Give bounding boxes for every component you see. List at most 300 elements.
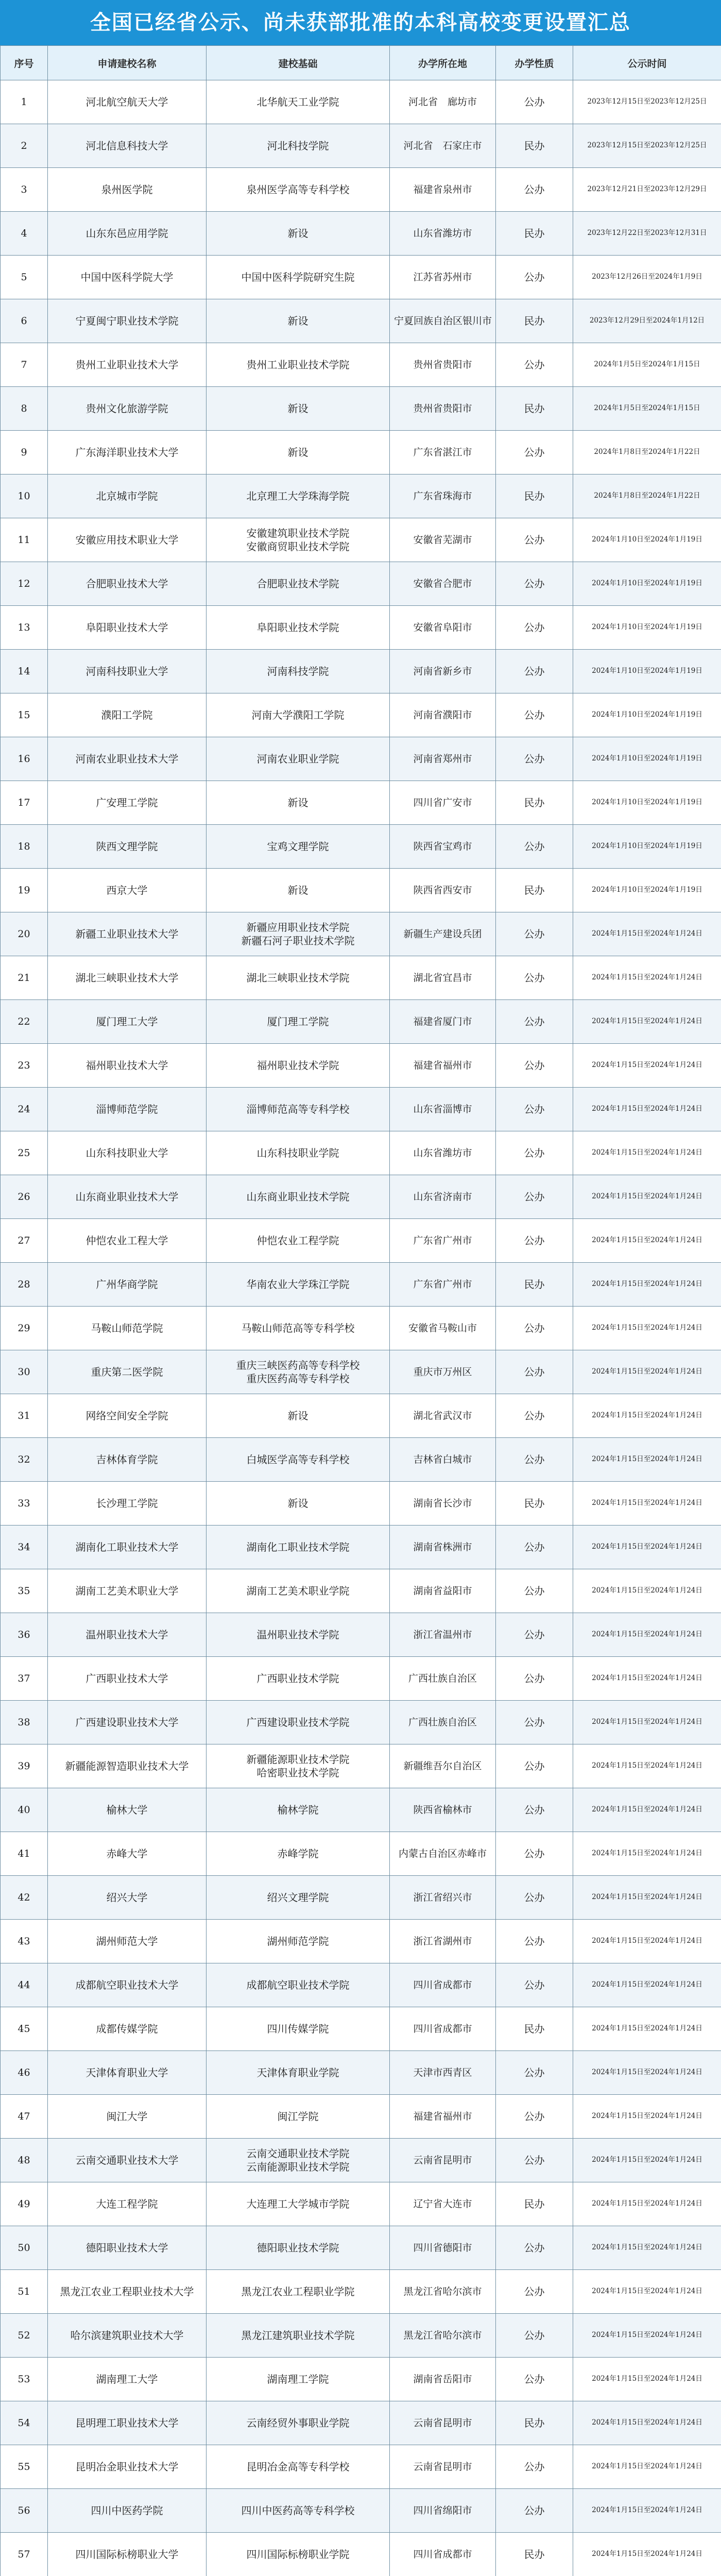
school-base: 新设 — [207, 431, 390, 474]
school-location: 天津市西青区 — [390, 2051, 496, 2095]
table-row — [1, 1963, 721, 2007]
row-number: 44 — [1, 1963, 48, 2007]
table-row — [1, 343, 721, 387]
school-base: 新疆能源职业技术学院 哈密职业技术学院 — [207, 1744, 390, 1788]
row-number: 16 — [1, 737, 48, 781]
table-row — [1, 1613, 721, 1657]
school-nature: 公办 — [496, 1175, 573, 1219]
table-row — [1, 1920, 721, 1963]
announcement-date: 2024年1月10日至2024年1月19日 — [573, 869, 721, 912]
school-name: 闽江大学 — [48, 2095, 207, 2139]
row-number: 30 — [1, 1350, 48, 1394]
schools-table — [0, 45, 721, 2576]
school-name: 新疆能源智造职业技术大学 — [48, 1744, 207, 1788]
school-base: 闽江学院 — [207, 2095, 390, 2139]
table-row — [1, 1569, 721, 1613]
school-nature: 民办 — [496, 124, 573, 168]
school-location: 内蒙古自治区赤峰市 — [390, 1832, 496, 1876]
school-base: 淄博师范高等专科学校 — [207, 1088, 390, 1131]
header-location: 办学所在地 — [390, 46, 496, 80]
school-base: 云南交通职业技术学院 云南能源职业技术学院 — [207, 2139, 390, 2182]
table-row — [1, 474, 721, 518]
announcement-date: 2024年1月10日至2024年1月19日 — [573, 737, 721, 781]
school-nature: 公办 — [496, 737, 573, 781]
school-name: 赤峰大学 — [48, 1832, 207, 1876]
table-row — [1, 1131, 721, 1175]
school-name: 河北航空航天大学 — [48, 80, 207, 124]
school-name: 长沙理工学院 — [48, 1482, 207, 1526]
table-header — [1, 46, 721, 80]
header-nature: 办学性质 — [496, 46, 573, 80]
school-location: 重庆市万州区 — [390, 1350, 496, 1394]
announcement-date: 2024年1月15日至2024年1月24日 — [573, 1832, 721, 1876]
school-base: 宝鸡文理学院 — [207, 825, 390, 869]
table-row — [1, 1394, 721, 1438]
school-name: 广西建设职业技术大学 — [48, 1701, 207, 1744]
row-number: 27 — [1, 1219, 48, 1263]
school-nature: 公办 — [496, 2314, 573, 2358]
table-row — [1, 2489, 721, 2533]
row-number: 55 — [1, 2445, 48, 2489]
announcement-date: 2024年1月15日至2024年1月24日 — [573, 2139, 721, 2182]
table-row — [1, 1307, 721, 1350]
school-nature: 公办 — [496, 1657, 573, 1701]
school-nature: 公办 — [496, 1000, 573, 1044]
table-row — [1, 387, 721, 431]
table-row — [1, 2182, 721, 2226]
table-row — [1, 2358, 721, 2401]
row-number: 38 — [1, 1701, 48, 1744]
school-location: 广东省广州市 — [390, 1219, 496, 1263]
school-nature: 公办 — [496, 2226, 573, 2270]
row-number: 22 — [1, 1000, 48, 1044]
announcement-date: 2024年1月10日至2024年1月19日 — [573, 606, 721, 650]
announcement-date: 2024年1月15日至2024年1月24日 — [573, 1131, 721, 1175]
announcement-date: 2024年1月15日至2024年1月24日 — [573, 1307, 721, 1350]
announcement-date: 2024年1月15日至2024年1月24日 — [573, 1963, 721, 2007]
row-number: 48 — [1, 2139, 48, 2182]
row-number: 57 — [1, 2533, 48, 2576]
table-row — [1, 2226, 721, 2270]
school-location: 贵州省贵阳市 — [390, 387, 496, 431]
school-nature: 公办 — [496, 2489, 573, 2533]
table-row — [1, 431, 721, 474]
school-name: 新疆工业职业技术大学 — [48, 912, 207, 956]
row-number: 31 — [1, 1394, 48, 1438]
school-base: 云南经贸外事职业学院 — [207, 2401, 390, 2445]
table-row — [1, 168, 721, 212]
school-location: 湖南省株洲市 — [390, 1526, 496, 1569]
table-row — [1, 2270, 721, 2314]
announcement-date: 2024年1月10日至2024年1月19日 — [573, 825, 721, 869]
school-location: 河南省新乡市 — [390, 650, 496, 693]
announcement-date: 2024年1月10日至2024年1月19日 — [573, 518, 721, 562]
school-nature: 民办 — [496, 387, 573, 431]
row-number: 2 — [1, 124, 48, 168]
row-number: 34 — [1, 1526, 48, 1569]
school-base: 新设 — [207, 869, 390, 912]
school-nature: 公办 — [496, 2051, 573, 2095]
school-name: 湖南理工大学 — [48, 2358, 207, 2401]
row-number: 26 — [1, 1175, 48, 1219]
school-nature: 公办 — [496, 2270, 573, 2314]
announcement-date: 2024年1月10日至2024年1月19日 — [573, 650, 721, 693]
school-nature: 民办 — [496, 869, 573, 912]
school-name: 河南科技职业大学 — [48, 650, 207, 693]
school-base: 湖州师范学院 — [207, 1920, 390, 1963]
school-location: 福建省福州市 — [390, 2095, 496, 2139]
row-number: 25 — [1, 1131, 48, 1175]
school-nature: 公办 — [496, 168, 573, 212]
school-name: 四川国际标榜职业大学 — [48, 2533, 207, 2576]
school-location: 山东省潍坊市 — [390, 212, 496, 256]
announcement-date: 2024年1月15日至2024年1月24日 — [573, 2182, 721, 2226]
table-row — [1, 693, 721, 737]
school-location: 辽宁省大连市 — [390, 2182, 496, 2226]
header-base: 建校基础 — [207, 46, 390, 80]
school-nature: 民办 — [496, 2401, 573, 2445]
school-location: 安徽省阜阳市 — [390, 606, 496, 650]
school-nature: 公办 — [496, 1788, 573, 1832]
school-location: 广西壮族自治区 — [390, 1657, 496, 1701]
announcement-date: 2024年1月15日至2024年1月24日 — [573, 1569, 721, 1613]
row-number: 54 — [1, 2401, 48, 2445]
school-base: 赤峰学院 — [207, 1832, 390, 1876]
announcement-date: 2024年1月15日至2024年1月24日 — [573, 1438, 721, 1482]
row-number: 18 — [1, 825, 48, 869]
school-location: 四川省成都市 — [390, 2007, 496, 2051]
school-base: 四川传媒学院 — [207, 2007, 390, 2051]
school-name: 网络空间安全学院 — [48, 1394, 207, 1438]
table-row — [1, 2051, 721, 2095]
row-number: 50 — [1, 2226, 48, 2270]
school-name: 濮阳工学院 — [48, 693, 207, 737]
row-number: 8 — [1, 387, 48, 431]
school-base: 广西职业技术学院 — [207, 1657, 390, 1701]
school-name: 北京城市学院 — [48, 474, 207, 518]
announcement-date: 2024年1月8日至2024年1月22日 — [573, 474, 721, 518]
table-row — [1, 1744, 721, 1788]
announcement-date: 2023年12月21日至2023年12月29日 — [573, 168, 721, 212]
table-row — [1, 1000, 721, 1044]
school-name: 湖南工艺美术职业大学 — [48, 1569, 207, 1613]
announcement-date: 2024年1月10日至2024年1月19日 — [573, 781, 721, 825]
school-location: 河南省郑州市 — [390, 737, 496, 781]
table-row — [1, 2314, 721, 2358]
school-base: 成都航空职业技术学院 — [207, 1963, 390, 2007]
announcement-date: 2024年1月15日至2024年1月24日 — [573, 1219, 721, 1263]
table-row — [1, 869, 721, 912]
school-location: 广东省湛江市 — [390, 431, 496, 474]
announcement-date: 2024年1月10日至2024年1月19日 — [573, 562, 721, 606]
row-number: 43 — [1, 1920, 48, 1963]
school-name: 厦门理工大学 — [48, 1000, 207, 1044]
school-nature: 公办 — [496, 1920, 573, 1963]
school-location: 安徽省马鞍山市 — [390, 1307, 496, 1350]
school-name: 德阳职业技术大学 — [48, 2226, 207, 2270]
announcement-date: 2024年1月15日至2024年1月24日 — [573, 1000, 721, 1044]
school-name: 山东商业职业技术大学 — [48, 1175, 207, 1219]
school-name: 山东科技职业大学 — [48, 1131, 207, 1175]
row-number: 29 — [1, 1307, 48, 1350]
school-base: 安徽建筑职业技术学院 安徽商贸职业技术学院 — [207, 518, 390, 562]
school-base: 大连理工大学城市学院 — [207, 2182, 390, 2226]
announcement-date: 2023年12月22日至2023年12月31日 — [573, 212, 721, 256]
school-name: 大连工程学院 — [48, 2182, 207, 2226]
announcement-date: 2024年1月15日至2024年1月24日 — [573, 912, 721, 956]
school-name: 成都传媒学院 — [48, 2007, 207, 2051]
table-row — [1, 1701, 721, 1744]
school-base: 新疆应用职业技术学院 新疆石河子职业技术学院 — [207, 912, 390, 956]
school-location: 宁夏回族自治区银川市 — [390, 299, 496, 343]
school-nature: 公办 — [496, 956, 573, 1000]
announcement-date: 2024年1月15日至2024年1月24日 — [573, 1526, 721, 1569]
school-location: 新疆生产建设兵团 — [390, 912, 496, 956]
table-row — [1, 1657, 721, 1701]
row-number: 56 — [1, 2489, 48, 2533]
school-base: 湖南理工学院 — [207, 2358, 390, 2401]
school-nature: 公办 — [496, 650, 573, 693]
row-number: 13 — [1, 606, 48, 650]
school-base: 阜阳职业技术学院 — [207, 606, 390, 650]
table-row — [1, 1788, 721, 1832]
school-name: 昆明理工职业技术大学 — [48, 2401, 207, 2445]
school-nature: 公办 — [496, 825, 573, 869]
school-name: 广东海洋职业技术大学 — [48, 431, 207, 474]
school-nature: 公办 — [496, 562, 573, 606]
school-location: 吉林省白城市 — [390, 1438, 496, 1482]
school-base: 山东商业职业技术学院 — [207, 1175, 390, 1219]
school-base: 新设 — [207, 1482, 390, 1526]
school-name: 西京大学 — [48, 869, 207, 912]
announcement-date: 2024年1月15日至2024年1月24日 — [573, 1263, 721, 1307]
row-number: 40 — [1, 1788, 48, 1832]
school-nature: 公办 — [496, 1438, 573, 1482]
school-base: 温州职业技术学院 — [207, 1613, 390, 1657]
school-name: 淄博师范学院 — [48, 1088, 207, 1131]
row-number: 52 — [1, 2314, 48, 2358]
school-base: 新设 — [207, 212, 390, 256]
row-number: 28 — [1, 1263, 48, 1307]
school-location: 安徽省芜湖市 — [390, 518, 496, 562]
page-title: 全国已经省公示、尚未获部批准的本科高校变更设置汇总 — [0, 0, 721, 45]
school-location: 新疆维吾尔自治区 — [390, 1744, 496, 1788]
school-location: 浙江省温州市 — [390, 1613, 496, 1657]
row-number: 32 — [1, 1438, 48, 1482]
school-nature: 公办 — [496, 80, 573, 124]
school-nature: 公办 — [496, 912, 573, 956]
school-location: 福建省厦门市 — [390, 1000, 496, 1044]
school-base: 湖北三峡职业技术学院 — [207, 956, 390, 1000]
school-location: 四川省广安市 — [390, 781, 496, 825]
school-nature: 公办 — [496, 693, 573, 737]
school-nature: 民办 — [496, 299, 573, 343]
table-row — [1, 912, 721, 956]
announcement-date: 2024年1月15日至2024年1月24日 — [573, 1044, 721, 1088]
announcement-date: 2024年1月15日至2024年1月24日 — [573, 2095, 721, 2139]
school-nature: 公办 — [496, 1832, 573, 1876]
school-location: 湖北省宜昌市 — [390, 956, 496, 1000]
school-base: 德阳职业技术学院 — [207, 2226, 390, 2270]
school-nature: 公办 — [496, 1307, 573, 1350]
school-location: 云南省昆明市 — [390, 2139, 496, 2182]
school-base: 河南大学濮阳工学院 — [207, 693, 390, 737]
table-row — [1, 256, 721, 299]
school-name: 黑龙江农业工程职业技术大学 — [48, 2270, 207, 2314]
school-name: 合肥职业技术大学 — [48, 562, 207, 606]
school-base: 新设 — [207, 299, 390, 343]
announcement-date: 2024年1月15日至2024年1月24日 — [573, 956, 721, 1000]
school-nature: 公办 — [496, 1044, 573, 1088]
school-location: 山东省济南市 — [390, 1175, 496, 1219]
announcement-date: 2024年1月15日至2024年1月24日 — [573, 1482, 721, 1526]
row-number: 51 — [1, 2270, 48, 2314]
school-name: 哈尔滨建筑职业技术大学 — [48, 2314, 207, 2358]
school-base: 山东科技职业学院 — [207, 1131, 390, 1175]
school-nature: 公办 — [496, 1963, 573, 2007]
row-number: 24 — [1, 1088, 48, 1131]
school-location: 湖北省武汉市 — [390, 1394, 496, 1438]
announcement-date: 2024年1月15日至2024年1月24日 — [573, 2445, 721, 2489]
school-name: 贵州工业职业技术大学 — [48, 343, 207, 387]
school-base: 白城医学高等专科学校 — [207, 1438, 390, 1482]
announcement-date: 2024年1月15日至2024年1月24日 — [573, 1657, 721, 1701]
school-location: 山东省淄博市 — [390, 1088, 496, 1131]
row-number: 39 — [1, 1744, 48, 1788]
announcement-date: 2024年1月15日至2024年1月24日 — [573, 1788, 721, 1832]
school-location: 陕西省西安市 — [390, 869, 496, 912]
table-row — [1, 518, 721, 562]
school-base: 河北科技学院 — [207, 124, 390, 168]
announcement-date: 2024年1月10日至2024年1月19日 — [573, 693, 721, 737]
table-row — [1, 956, 721, 1000]
table-row — [1, 2445, 721, 2489]
row-number: 9 — [1, 431, 48, 474]
school-nature: 民办 — [496, 2533, 573, 2576]
school-name: 榆林大学 — [48, 1788, 207, 1832]
school-base: 黑龙江农业工程职业学院 — [207, 2270, 390, 2314]
announcement-date: 2023年12月15日至2023年12月25日 — [573, 124, 721, 168]
school-base: 中国中医科学院研究生院 — [207, 256, 390, 299]
school-base: 仲恺农业工程学院 — [207, 1219, 390, 1263]
announcement-date: 2024年1月15日至2024年1月24日 — [573, 2226, 721, 2270]
row-number: 10 — [1, 474, 48, 518]
school-name: 湖北三峡职业技术大学 — [48, 956, 207, 1000]
school-base: 北华航天工业学院 — [207, 80, 390, 124]
school-name: 湖南化工职业技术大学 — [48, 1526, 207, 1569]
school-base: 广西建设职业技术学院 — [207, 1701, 390, 1744]
school-base: 绍兴文理学院 — [207, 1876, 390, 1920]
row-number: 12 — [1, 562, 48, 606]
school-nature: 公办 — [496, 343, 573, 387]
school-base: 华南农业大学珠江学院 — [207, 1263, 390, 1307]
school-base: 榆林学院 — [207, 1788, 390, 1832]
row-number: 11 — [1, 518, 48, 562]
school-nature: 公办 — [496, 1131, 573, 1175]
school-nature: 公办 — [496, 256, 573, 299]
table-row — [1, 1526, 721, 1569]
table-row — [1, 650, 721, 693]
school-nature: 民办 — [496, 2182, 573, 2226]
school-location: 湖南省岳阳市 — [390, 2358, 496, 2401]
school-base: 贵州工业职业技术学院 — [207, 343, 390, 387]
table-row — [1, 1876, 721, 1920]
school-nature: 公办 — [496, 1876, 573, 1920]
row-number: 20 — [1, 912, 48, 956]
school-name: 湖州师范大学 — [48, 1920, 207, 1963]
school-nature: 公办 — [496, 2095, 573, 2139]
table-row — [1, 2401, 721, 2445]
announcement-date: 2024年1月15日至2024年1月24日 — [573, 1350, 721, 1394]
school-location: 云南省昆明市 — [390, 2401, 496, 2445]
announcement-date: 2024年1月15日至2024年1月24日 — [573, 2401, 721, 2445]
school-name: 山东东邑应用学院 — [48, 212, 207, 256]
school-location: 河南省濮阳市 — [390, 693, 496, 737]
announcement-date: 2024年1月15日至2024年1月24日 — [573, 2533, 721, 2576]
table-row — [1, 737, 721, 781]
school-location: 浙江省湖州市 — [390, 1920, 496, 1963]
row-number: 41 — [1, 1832, 48, 1876]
school-name: 马鞍山师范学院 — [48, 1307, 207, 1350]
announcement-date: 2024年1月15日至2024年1月24日 — [573, 2489, 721, 2533]
school-nature: 民办 — [496, 474, 573, 518]
school-location: 四川省德阳市 — [390, 2226, 496, 2270]
row-number: 36 — [1, 1613, 48, 1657]
school-nature: 公办 — [496, 2358, 573, 2401]
row-number: 15 — [1, 693, 48, 737]
table-row — [1, 825, 721, 869]
table-row — [1, 2533, 721, 2576]
table-row — [1, 80, 721, 124]
announcement-date: 2024年1月15日至2024年1月24日 — [573, 2358, 721, 2401]
announcement-date: 2024年1月5日至2024年1月15日 — [573, 343, 721, 387]
row-number: 6 — [1, 299, 48, 343]
row-number: 37 — [1, 1657, 48, 1701]
school-base: 新设 — [207, 781, 390, 825]
school-nature: 公办 — [496, 1350, 573, 1394]
announcement-date: 2023年12月15日至2023年12月25日 — [573, 80, 721, 124]
school-location: 河北省 石家庄市 — [390, 124, 496, 168]
school-name: 福州职业技术大学 — [48, 1044, 207, 1088]
row-number: 4 — [1, 212, 48, 256]
school-nature: 民办 — [496, 2007, 573, 2051]
row-number: 19 — [1, 869, 48, 912]
school-name: 阜阳职业技术大学 — [48, 606, 207, 650]
school-location: 贵州省贵阳市 — [390, 343, 496, 387]
announcement-date: 2023年12月29日至2024年1月12日 — [573, 299, 721, 343]
announcement-date: 2023年12月26日至2024年1月9日 — [573, 256, 721, 299]
school-location: 陕西省宝鸡市 — [390, 825, 496, 869]
row-number: 49 — [1, 2182, 48, 2226]
school-location: 湖南省益阳市 — [390, 1569, 496, 1613]
row-number: 46 — [1, 2051, 48, 2095]
header-date: 公示时间 — [573, 46, 721, 80]
school-base: 湖南化工职业技术学院 — [207, 1526, 390, 1569]
school-base: 北京理工大学珠海学院 — [207, 474, 390, 518]
school-name: 陕西文理学院 — [48, 825, 207, 869]
row-number: 1 — [1, 80, 48, 124]
school-location: 福建省福州市 — [390, 1044, 496, 1088]
table-row — [1, 562, 721, 606]
school-base: 河南科技学院 — [207, 650, 390, 693]
school-nature: 公办 — [496, 1394, 573, 1438]
school-nature: 公办 — [496, 1613, 573, 1657]
table-row — [1, 2095, 721, 2139]
table-row — [1, 2007, 721, 2051]
school-location: 浙江省绍兴市 — [390, 1876, 496, 1920]
school-location: 广西壮族自治区 — [390, 1701, 496, 1744]
row-number: 21 — [1, 956, 48, 1000]
